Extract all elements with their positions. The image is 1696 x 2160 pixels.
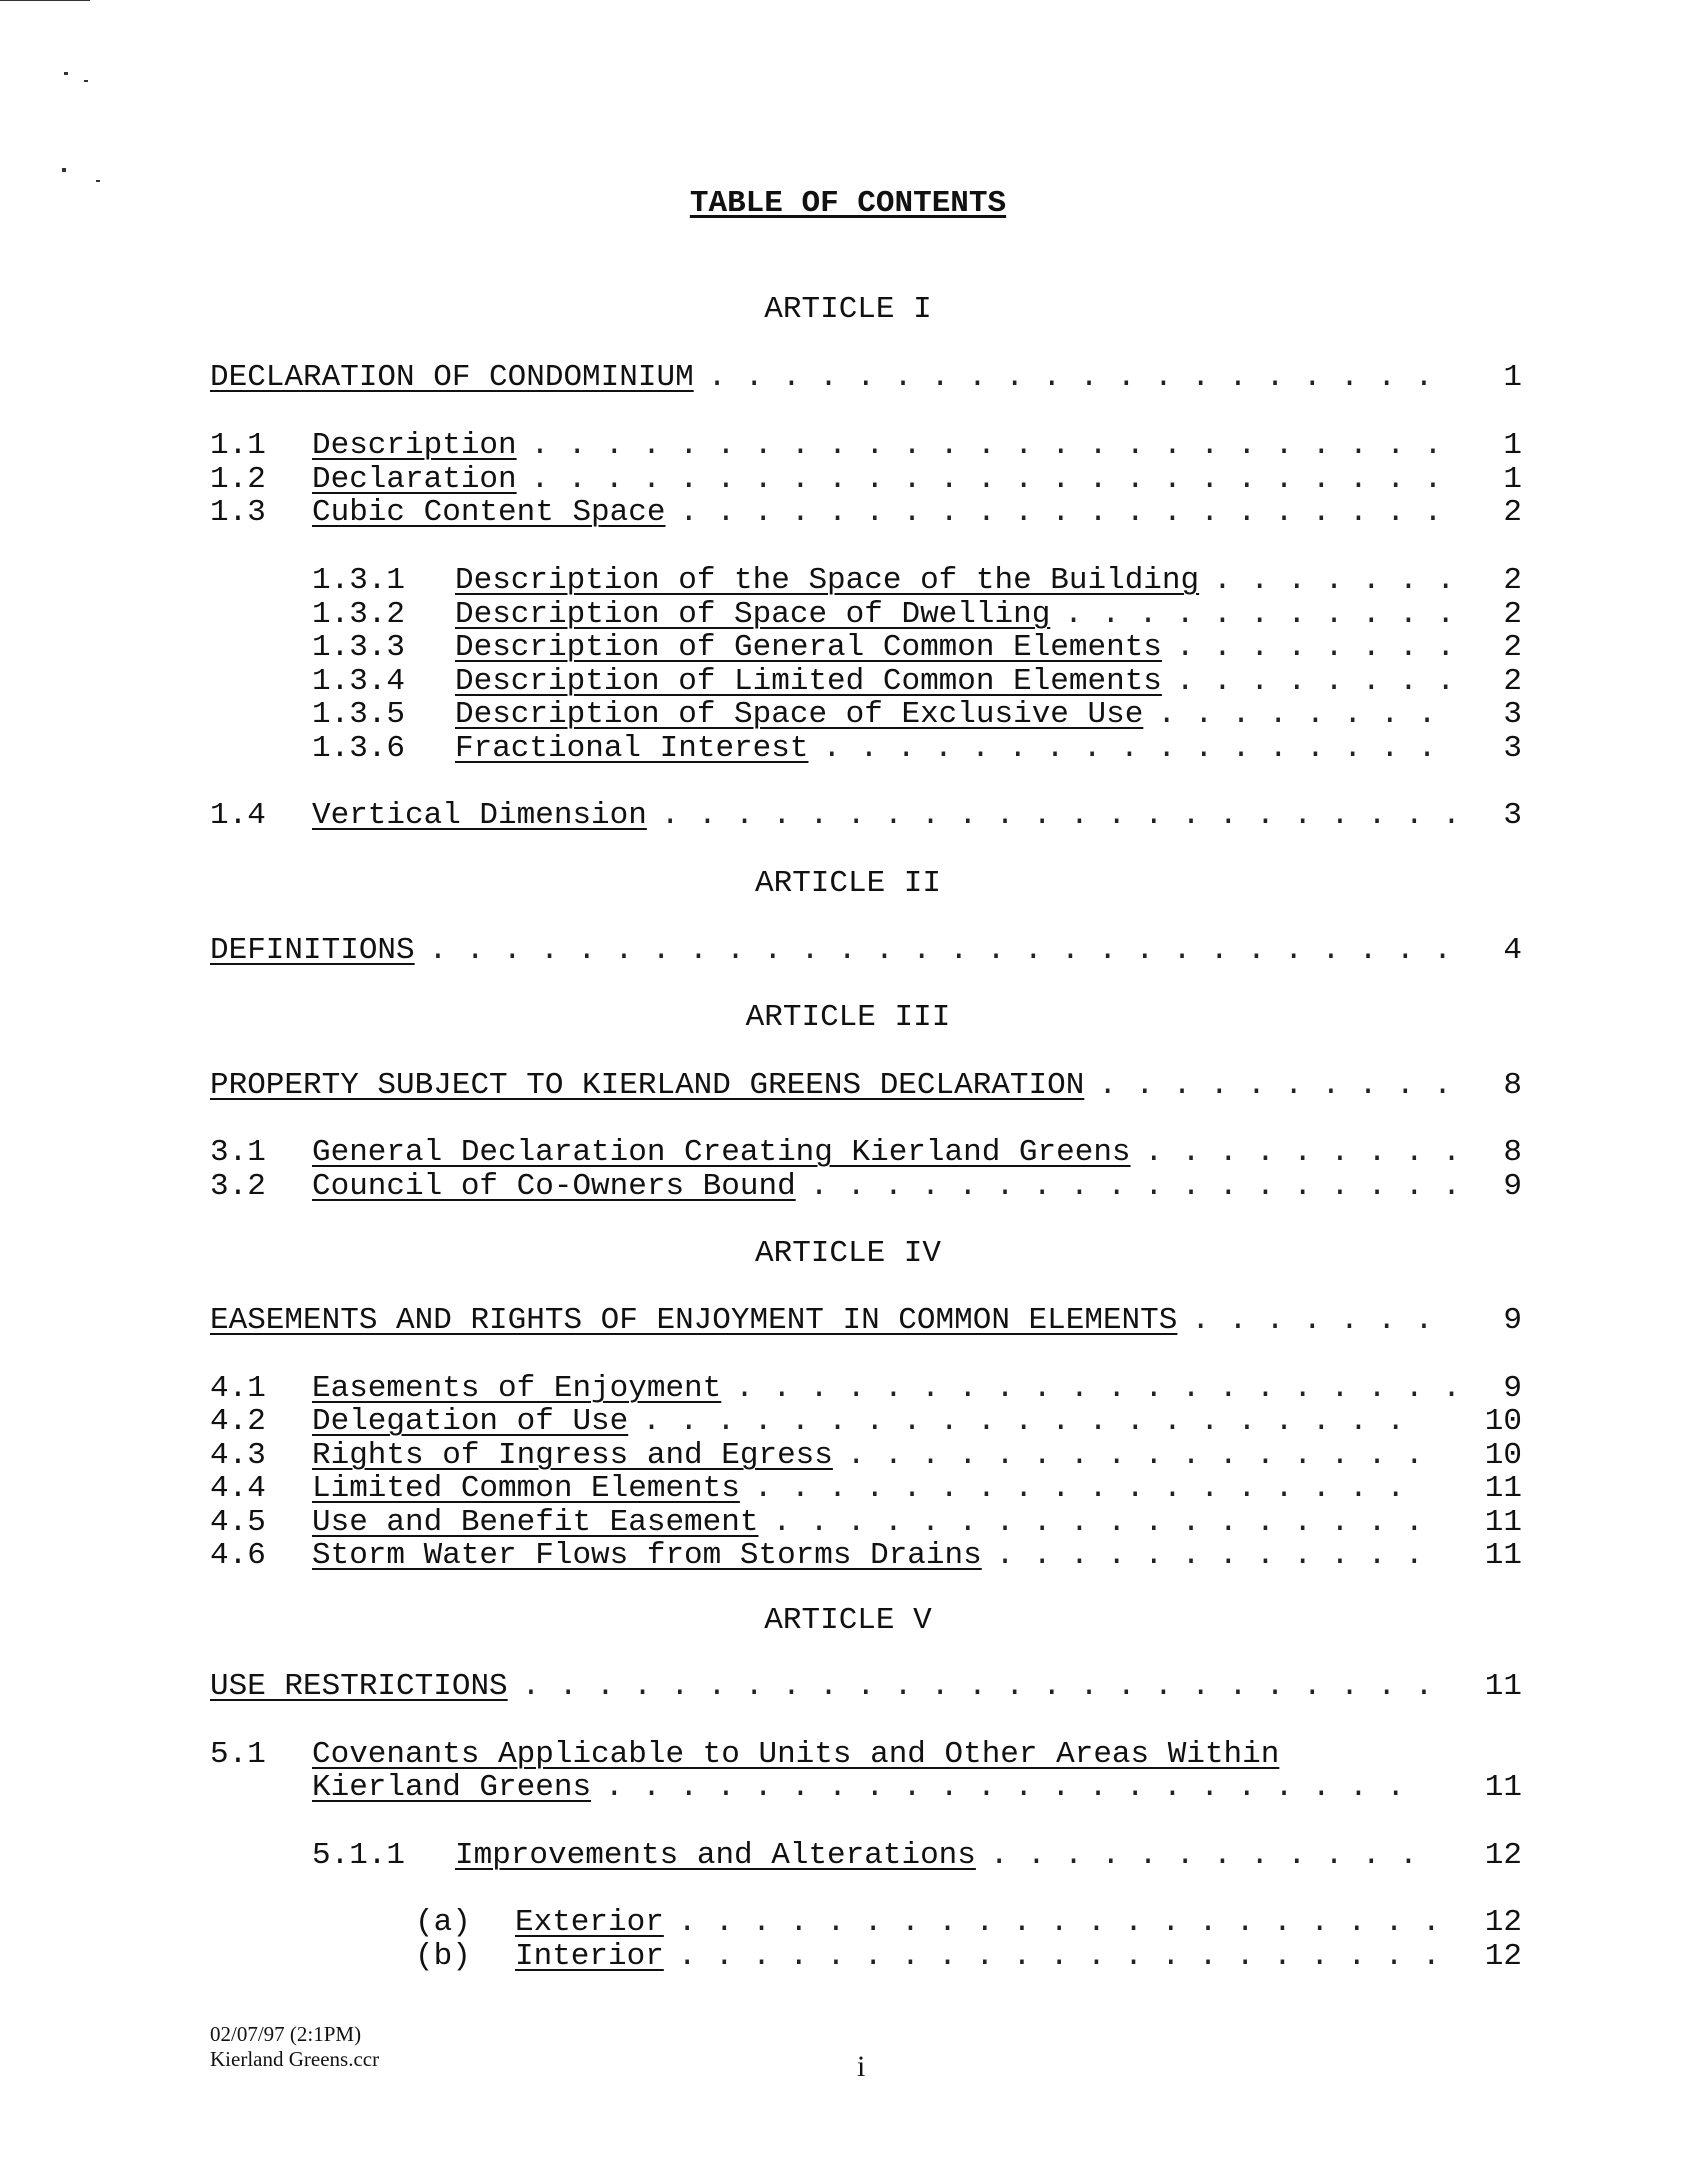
entry-page-number: 8 bbox=[1503, 1135, 1522, 1170]
entry-page-number: 10 bbox=[1484, 1438, 1522, 1473]
entry-page-number: 10 bbox=[1484, 1404, 1522, 1439]
dot-leader: . . . . . . . . . . bbox=[1098, 1068, 1452, 1103]
article-heading: ARTICLE IV bbox=[754, 1236, 942, 1271]
entry-number: 4.4 bbox=[210, 1471, 266, 1506]
entry-number: (a) bbox=[415, 1905, 471, 1940]
entry-page-number: 9 bbox=[1503, 1303, 1522, 1338]
page-number: i bbox=[857, 2050, 866, 2083]
dot-leader: . . . . . . . . . . . . . . . . . bbox=[822, 731, 1437, 766]
dot-leader: . . . . . . . . . . . . . . . . . . bbox=[809, 1169, 1461, 1204]
toc-entry-section[interactable] bbox=[0, 1404, 1696, 1440]
entry-title: Council of Co-Owners Bound bbox=[312, 1169, 796, 1204]
toc-entry-section-title-line[interactable] bbox=[0, 1737, 1696, 1773]
entry-title: DECLARATION OF CONDOMINIUM bbox=[210, 360, 694, 395]
entry-page-number: 3 bbox=[1503, 798, 1522, 833]
toc-entry-section-continuation[interactable] bbox=[0, 1770, 1696, 1806]
entry-page-number: 11 bbox=[1484, 1770, 1522, 1805]
entry-number: 1.1 bbox=[210, 428, 266, 463]
scan-speck bbox=[96, 180, 100, 182]
toc-entry-subsection[interactable] bbox=[0, 731, 1696, 767]
entry-number: 5.1.1 bbox=[312, 1838, 406, 1873]
dot-leader: . . . . . . . . . . . . . . . . . . . . . bbox=[677, 1939, 1441, 1974]
dot-leader: . . . . . . . . . . . . . . . . . . bbox=[753, 1471, 1405, 1506]
dot-leader: . . . . . . . . . . . . . . . . . . . . . . . . . bbox=[530, 462, 1443, 497]
entry-page-number: 2 bbox=[1503, 664, 1522, 699]
dot-leader: . . . . . . . . bbox=[1175, 630, 1455, 665]
footer-timestamp: 02/07/97 (2:1PM) bbox=[210, 2022, 362, 2046]
toc-entry-item[interactable] bbox=[0, 1939, 1696, 1975]
toc-entry-section[interactable] bbox=[0, 462, 1696, 498]
dot-leader: . . . . . . . . . bbox=[1144, 1135, 1461, 1170]
dot-leader: . . . . . . . . . . . . bbox=[995, 1538, 1424, 1573]
entry-title: Exterior bbox=[515, 1905, 664, 1940]
entry-title: Description of Limited Common Elements bbox=[455, 664, 1162, 699]
dot-leader: . . . . . . . bbox=[1213, 563, 1455, 598]
entry-number: 3.2 bbox=[210, 1169, 266, 1204]
entry-title: Delegation of Use bbox=[312, 1404, 629, 1439]
entry-number: 5.1 bbox=[210, 1737, 266, 1772]
dot-leader: . . . . . . . . bbox=[1175, 664, 1455, 699]
toc-entry-section[interactable] bbox=[0, 798, 1696, 834]
dot-leader: . . . . . . . . . . . . . . . . . . . . bbox=[707, 360, 1434, 395]
toc-entry-section[interactable] bbox=[0, 1471, 1696, 1507]
entry-number: 3.1 bbox=[210, 1135, 266, 1170]
entry-number: 4.5 bbox=[210, 1505, 266, 1540]
entry-page-number: 2 bbox=[1503, 563, 1522, 598]
entry-number: 4.3 bbox=[210, 1438, 266, 1473]
entry-page-number: 11 bbox=[1484, 1471, 1522, 1506]
entry-number: 1.3.6 bbox=[312, 731, 406, 766]
entry-title: Fractional Interest bbox=[455, 731, 809, 766]
entry-title: Description of Space of Exclusive Use bbox=[455, 697, 1144, 732]
scan-speck bbox=[64, 72, 68, 75]
entry-title: Easements of Enjoyment bbox=[312, 1371, 722, 1406]
toc-entry-section[interactable] bbox=[0, 1438, 1696, 1474]
dot-leader: . . . . . . . . . . . . . . . . . . . . . . bbox=[605, 1770, 1405, 1805]
entry-page-number: 2 bbox=[1503, 630, 1522, 665]
toc-entry-section[interactable] bbox=[0, 1538, 1696, 1574]
dot-leader: . . . . . . . . . . . . . . . . . . . . . . . . . . . . bbox=[428, 933, 1452, 968]
dot-leader: . . . . . . . . . . . . . . . . . . . . . . . . . bbox=[521, 1669, 1434, 1704]
entry-number: 4.2 bbox=[210, 1404, 266, 1439]
scan-mark bbox=[0, 0, 90, 1]
toc-title: TABLE OF CONTENTS bbox=[689, 186, 1007, 221]
toc-entry-article[interactable] bbox=[0, 1303, 1696, 1339]
entry-title: Cubic Content Space bbox=[312, 495, 666, 530]
scan-speck bbox=[62, 168, 66, 172]
entry-title: DEFINITIONS bbox=[210, 933, 415, 968]
article-heading: ARTICLE V bbox=[764, 1603, 932, 1638]
entry-title: USE RESTRICTIONS bbox=[210, 1669, 508, 1704]
entry-page-number: 3 bbox=[1503, 731, 1522, 766]
entry-page-number: 12 bbox=[1484, 1838, 1522, 1873]
entry-title: Use and Benefit Easement bbox=[312, 1505, 759, 1540]
dot-leader: . . . . . . . . bbox=[1157, 697, 1437, 732]
entry-number: 1.4 bbox=[210, 798, 266, 833]
entry-page-number: 12 bbox=[1484, 1939, 1522, 1974]
toc-entry-section[interactable] bbox=[0, 495, 1696, 531]
entry-number: 4.1 bbox=[210, 1371, 266, 1406]
toc-entry-article[interactable] bbox=[0, 360, 1696, 396]
entry-number: 1.3.1 bbox=[312, 563, 406, 598]
entry-page-number: 11 bbox=[1484, 1669, 1522, 1704]
entry-page-number: 12 bbox=[1484, 1905, 1522, 1940]
toc-entry-article[interactable] bbox=[0, 1669, 1696, 1705]
entry-title: EASEMENTS AND RIGHTS OF ENJOYMENT IN COMMON ELEMENTS bbox=[210, 1303, 1178, 1338]
entry-page-number: 8 bbox=[1503, 1068, 1522, 1103]
entry-page-number: 11 bbox=[1484, 1505, 1522, 1540]
entry-number: 4.6 bbox=[210, 1538, 266, 1573]
article-heading: ARTICLE II bbox=[754, 866, 942, 901]
article-heading: ARTICLE I bbox=[764, 292, 932, 327]
entry-page-number: 1 bbox=[1503, 428, 1522, 463]
dot-leader: . . . . . . . . . . . . . . . . . . bbox=[772, 1505, 1424, 1540]
dot-leader: . . . . . . . . . . . . . . . . . . . . . . bbox=[660, 798, 1461, 833]
entry-page-number: 2 bbox=[1503, 495, 1522, 530]
toc-entry-subsection[interactable] bbox=[0, 697, 1696, 733]
entry-number: 1.3.5 bbox=[312, 697, 406, 732]
entry-page-number: 1 bbox=[1503, 360, 1522, 395]
entry-title: General Declaration Creating Kierland Greens bbox=[312, 1135, 1131, 1170]
entry-page-number: 3 bbox=[1503, 697, 1522, 732]
dot-leader: . . . . . . . . . . . . . . . . . . . . . . . . . bbox=[530, 428, 1443, 463]
toc-entry-article[interactable] bbox=[0, 1068, 1696, 1104]
dot-leader: . . . . . . . . . . . . . . . . bbox=[846, 1438, 1424, 1473]
entry-number: 1.3 bbox=[210, 495, 266, 530]
article-heading: ARTICLE III bbox=[745, 1000, 951, 1035]
scan-speck bbox=[84, 80, 88, 82]
entry-title: Improvements and Alterations bbox=[455, 1838, 976, 1873]
dot-leader: . . . . . . . . . . . . . . . . . . . . . bbox=[642, 1404, 1405, 1439]
entry-title: Limited Common Elements bbox=[312, 1471, 740, 1506]
toc-entry-section[interactable] bbox=[0, 428, 1696, 464]
entry-page-number: 11 bbox=[1484, 1538, 1522, 1573]
entry-title: Description bbox=[312, 428, 517, 463]
entry-number: 1.3.3 bbox=[312, 630, 406, 665]
entry-title: Rights of Ingress and Egress bbox=[312, 1438, 833, 1473]
entry-title: Declaration bbox=[312, 462, 517, 497]
toc-entry-subsection[interactable] bbox=[0, 597, 1696, 633]
entry-number: 1.3.4 bbox=[312, 664, 406, 699]
dot-leader: . . . . . . . . . . . . bbox=[989, 1838, 1418, 1873]
toc-entry-subsection[interactable] bbox=[0, 563, 1696, 599]
entry-title: Covenants Applicable to Units and Other Areas Within bbox=[312, 1737, 1280, 1772]
footer-info bbox=[210, 2022, 379, 2072]
toc-entry-section[interactable] bbox=[0, 1505, 1696, 1541]
entry-number: (b) bbox=[415, 1939, 471, 1974]
entry-title: Description of General Common Elements bbox=[455, 630, 1162, 665]
toc-entry-subsection[interactable] bbox=[0, 1838, 1696, 1874]
entry-title: PROPERTY SUBJECT TO KIERLAND GREENS DECLARATION bbox=[210, 1068, 1085, 1103]
toc-entry-subsection[interactable] bbox=[0, 630, 1696, 666]
entry-page-number: 9 bbox=[1503, 1169, 1522, 1204]
toc-entry-section[interactable] bbox=[0, 1135, 1696, 1171]
toc-entry-subsection[interactable] bbox=[0, 664, 1696, 700]
dot-leader: . . . . . . . . . . . . . . . . . . . . . bbox=[677, 1905, 1441, 1940]
toc-entry-item[interactable] bbox=[0, 1905, 1696, 1941]
toc-entry-article[interactable] bbox=[0, 933, 1696, 969]
entry-title: Description of the Space of the Building bbox=[455, 563, 1200, 598]
toc-entry-section[interactable] bbox=[0, 1371, 1696, 1407]
dot-leader: . . . . . . . . . . . . . . . . . . . . bbox=[735, 1371, 1461, 1406]
footer-filename: Kierland Greens.ccr bbox=[210, 2047, 380, 2071]
entry-title: Storm Water Flows from Storms Drains bbox=[312, 1538, 982, 1573]
entry-title: Vertical Dimension bbox=[312, 798, 647, 833]
entry-number: 1.3.2 bbox=[312, 597, 406, 632]
entry-page-number: 9 bbox=[1503, 1371, 1522, 1406]
entry-number: 1.2 bbox=[210, 462, 266, 497]
entry-title: Interior bbox=[515, 1939, 664, 1974]
toc-entry-section[interactable] bbox=[0, 1169, 1696, 1205]
entry-page-number: 2 bbox=[1503, 597, 1522, 632]
entry-page-number: 4 bbox=[1503, 933, 1522, 968]
entry-title: Kierland Greens bbox=[312, 1770, 592, 1805]
entry-page-number: 1 bbox=[1503, 462, 1522, 497]
dot-leader: . . . . . . . . . . . bbox=[1064, 597, 1455, 632]
dot-leader: . . . . . . . . . . . . . . . . . . . . . bbox=[679, 495, 1443, 530]
entry-title: Description of Space of Dwelling bbox=[455, 597, 1051, 632]
dot-leader: . . . . . . . bbox=[1191, 1303, 1434, 1338]
